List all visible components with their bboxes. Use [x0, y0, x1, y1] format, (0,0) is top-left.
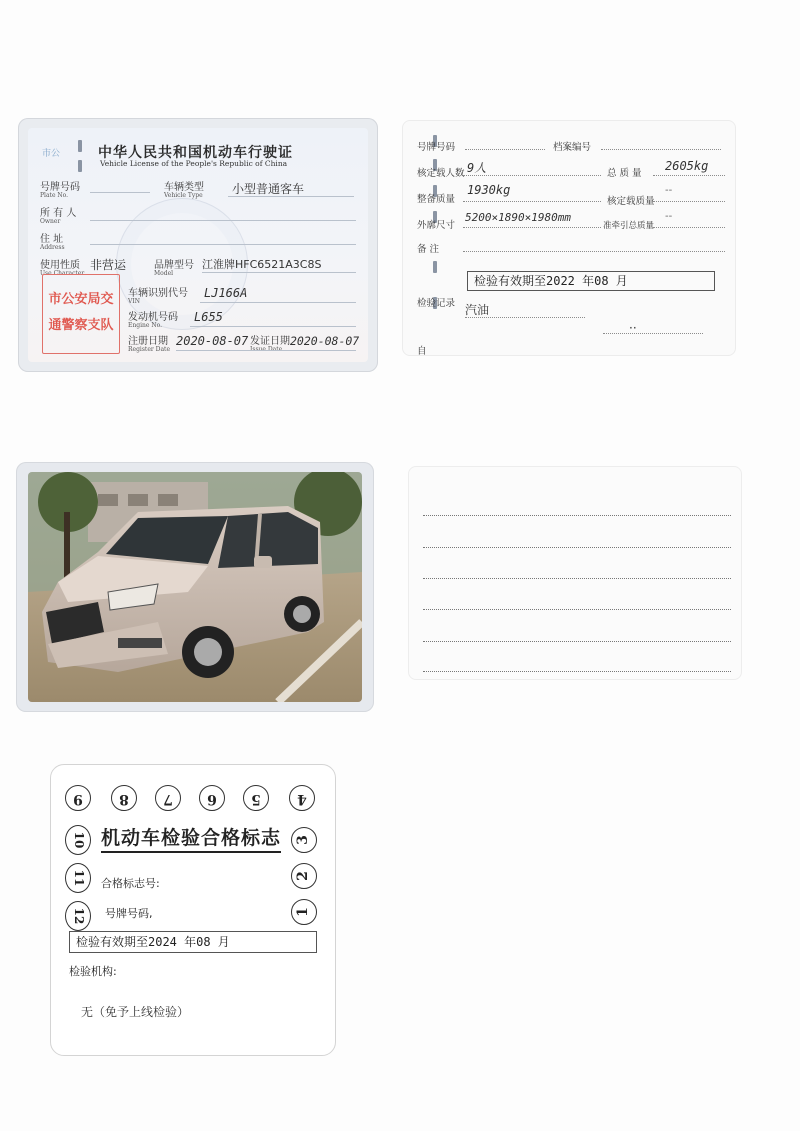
cert-number-label: 合格标志号:: [101, 877, 160, 890]
month-circle: 11: [65, 863, 91, 893]
tow-mass-value: --: [665, 211, 673, 222]
stamp-line-2: 通警察支队: [48, 318, 114, 333]
register-date-value: 2020-08-07: [176, 334, 249, 348]
month-circle: 6: [199, 785, 225, 811]
plate-line: [90, 192, 150, 193]
sticker-plate-label: 号牌号码,: [105, 907, 153, 920]
back-plate-label: 号牌号码: [417, 142, 456, 153]
back-plate-line: [465, 149, 545, 150]
owner-line: [90, 220, 356, 221]
file-number-label: 档案编号: [553, 142, 592, 153]
month-circle: 1: [291, 899, 317, 925]
tow-mass-label: 准牵引总质量: [603, 221, 655, 231]
record-line: [423, 671, 731, 672]
engine-line: [190, 326, 356, 327]
curb-mass-label: 整备质量: [417, 194, 456, 205]
owner-label: 所 有 人 Owner: [40, 208, 77, 225]
month-circle: 10: [65, 825, 91, 855]
dimensions-label: 外廓尺寸: [417, 220, 456, 231]
issue-date-label: 发证日期 Issue Date: [250, 336, 290, 353]
vehicle-license-back: [402, 120, 736, 356]
stamp-line-1: 市公安局交: [48, 292, 114, 307]
issuer-prefix: 市公: [42, 149, 61, 159]
model-label: 品牌型号 Model: [154, 260, 194, 277]
register-date-label: 注册日期 Register Date: [128, 336, 170, 353]
total-mass-line: [653, 175, 725, 176]
vehicle-photo-card: [16, 462, 374, 712]
total-mass-label: 总 质 量: [607, 168, 642, 179]
passengers-line: [463, 175, 601, 176]
vin-line: [200, 302, 356, 303]
issue-date-value: 2020-08-07: [290, 334, 360, 348]
model-line: [202, 272, 356, 273]
date-line: [176, 350, 356, 351]
record-line: [423, 578, 731, 579]
month-circle: 2: [291, 863, 317, 889]
curb-mass-value: 1930kg: [467, 183, 511, 197]
use-value: 非营运: [90, 258, 127, 272]
vehicle-license-front: [18, 118, 378, 372]
license-title-cn: 中华人民共和国机动车行驶证: [98, 145, 293, 161]
license-title-en: Vehicle License of the People's Republic of China: [100, 159, 288, 168]
record-line: [465, 317, 585, 318]
sticker-title: 机动车检验合格标志: [101, 827, 282, 849]
month-circle: 7: [155, 785, 181, 811]
vehicle-type-line: [228, 196, 354, 197]
sticker-validity-box: 检验有效期至2024 年08 月: [69, 931, 317, 953]
load-mass-line: [653, 201, 725, 202]
total-mass-value: 2605kg: [665, 159, 709, 173]
record-line: [423, 609, 731, 610]
tow-mass-line: [653, 227, 725, 228]
punch-mark: [78, 140, 82, 152]
exemption-note: 无（免予上线检验）: [81, 1005, 190, 1019]
vehicle-photo: [28, 472, 362, 702]
vin-label: 车辆识别代号 VIN: [128, 288, 188, 305]
fuel-value: 汽油: [465, 303, 490, 317]
passengers-label: 核定载人数: [417, 168, 465, 179]
curb-mass-line: [463, 201, 601, 202]
police-stamp: [42, 274, 120, 354]
month-circle: 8: [111, 785, 137, 811]
vehicle-type-label: 车辆类型 Vehicle Type: [164, 182, 204, 199]
month-circle: 4: [289, 785, 315, 811]
vehicle-type-value: 小型普通客车: [232, 182, 305, 196]
record-line-2: [603, 333, 703, 334]
load-mass-value: --: [665, 185, 673, 196]
dimensions-line: [463, 227, 601, 228]
engine-label: 发动机号码 Engine No.: [128, 312, 178, 329]
bottom-char: 自: [417, 346, 427, 357]
record-line: [423, 515, 731, 516]
engine-value: L655: [194, 310, 223, 324]
inspection-record-label: 检验记录: [417, 298, 456, 309]
record-line: [423, 641, 731, 642]
month-circle: 9: [65, 785, 91, 811]
passengers-value: 9人: [467, 161, 487, 175]
load-mass-label: 核定载质量: [607, 196, 655, 207]
blank-record-card: [408, 466, 742, 680]
agency-label: 检验机构:: [69, 965, 117, 978]
plate-label: 号牌号码 Plate No.: [40, 182, 80, 199]
punch-mark: [433, 261, 437, 273]
record-line: [423, 547, 731, 548]
inspection-validity-box: 检验有效期至2022 年08 月: [467, 271, 715, 291]
month-circle: 12: [65, 901, 91, 931]
address-line: [90, 244, 356, 245]
address-label: 住 址 Address: [40, 234, 65, 251]
month-circle: 3: [291, 827, 317, 853]
punch-mark: [78, 160, 82, 172]
model-value: 江淮牌HFC6521A3C8S: [202, 258, 322, 271]
license-front-face: [28, 128, 368, 362]
van-photo-illustration: [28, 472, 362, 702]
remarks-line-1: [463, 251, 725, 252]
fuel-dots: ··: [629, 321, 637, 335]
dimensions-value: 5200×1890×1980mm: [465, 211, 571, 224]
inspection-mark-sticker: [50, 764, 336, 1056]
vin-value: LJ166A: [204, 286, 248, 300]
file-number-line: [601, 149, 721, 150]
remarks-label: 备 注: [417, 244, 440, 255]
title-underline: [101, 851, 281, 853]
month-circle: 5: [243, 785, 269, 811]
use-label: 使用性质 Use Character: [40, 260, 85, 277]
